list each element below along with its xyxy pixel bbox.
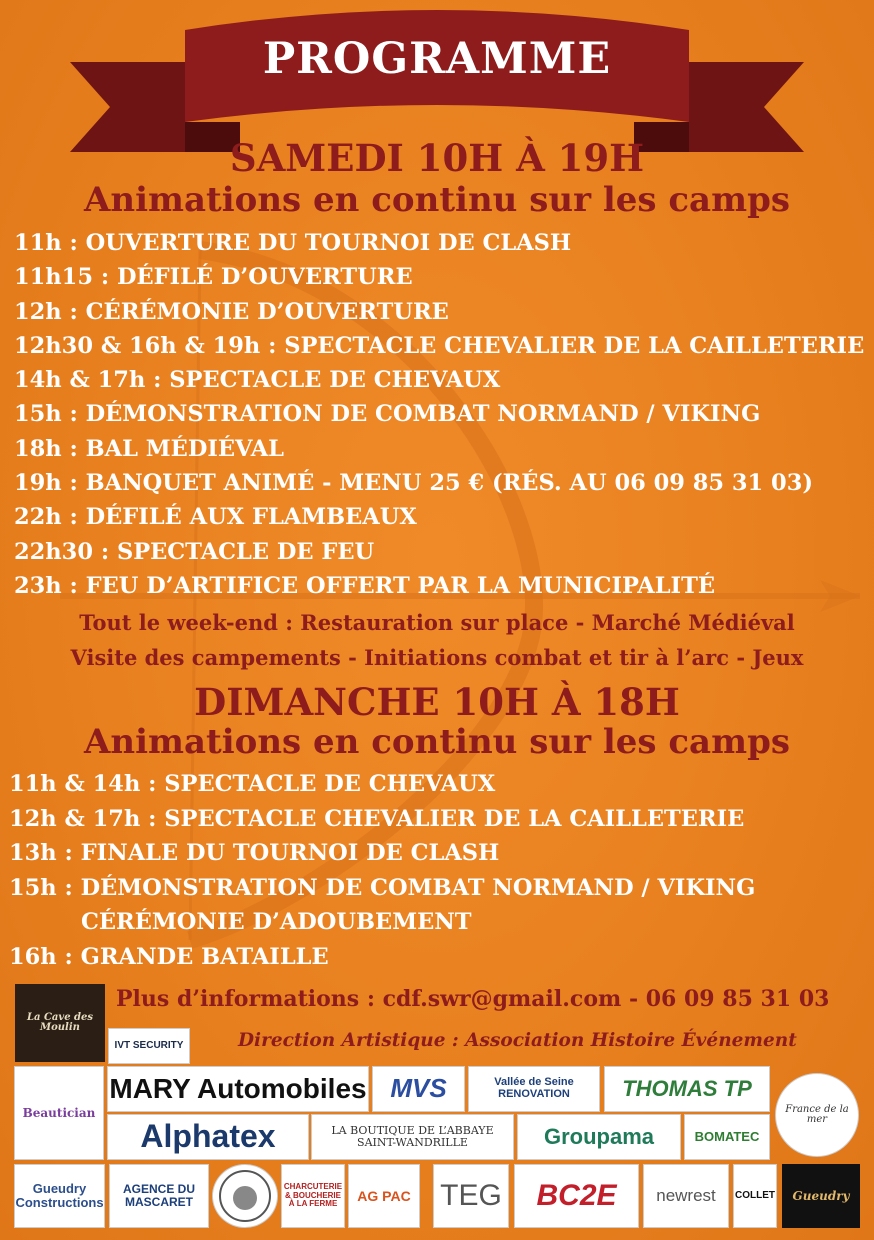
logo-beautician: Beautician [14,1066,104,1160]
weekend-line: Tout le week-end : Restauration sur place - Marché Médiéval [79,610,795,635]
logo-teg: TEG [433,1164,509,1228]
logo-ivt-security: IVT SECURITY [108,1028,190,1064]
logo-thomas-tp: THOMAS TP [604,1066,770,1112]
logo-vallee-de-seine-renovation: Vallée de Seine RENOVATION [468,1066,600,1112]
schedule-item: 13h : FINALE DU TOURNOI DE CLASH [9,840,500,867]
logo-bomatec: BOMATEC [684,1114,770,1160]
schedule-item: 15h : DÉMONSTRATION DE COMBAT NORMAND / VIKING [14,401,761,428]
logo-groupama: Groupama [517,1114,681,1160]
schedule-item: 12h : CÉRÉMONIE D’OUVERTURE [14,298,449,325]
logo-gueudry-constructions: Gueudry Constructions [14,1164,105,1228]
logo-mvs: MVS [372,1066,465,1112]
logo-newrest: newrest [643,1164,729,1228]
logo-gueudry-traiteur: Gueudry [782,1164,860,1228]
logo-agence-du-mascaret: AGENCE DU MASCARET [109,1164,209,1228]
schedule-item: 11h15 : DÉFILÉ D’OUVERTURE [14,264,413,291]
schedule-item: 22h30 : SPECTACLE DE FEU [14,538,375,565]
artistic-direction: Direction Artistique : Association Histoire Événement [238,1030,797,1051]
logo-charcuterie-boucherie: CHARCUTERIE & BOUCHERIE À LA FERME [281,1164,345,1228]
logo-collet: COLLET [733,1164,777,1228]
sunday-subtitle: Animations en continu sur les camps [84,722,790,762]
logo-ag-pac: AG PAC [348,1164,420,1228]
schedule-item: 23h : FEU D’ARTIFICE OFFERT PAR LA MUNICIPALITÉ [14,572,715,599]
schedule-item: CÉRÉMONIE D’ADOUBEMENT [81,909,472,936]
weekend-line: Visite des campements - Initiations combat et tir à l’arc - Jeux [70,645,804,670]
weekend-notes [0,605,874,675]
schedule-item: 12h & 17h : SPECTACLE CHEVALIER DE LA CAILLETERIE [9,805,745,832]
logo-round-farm [212,1164,278,1228]
saturday-schedule [14,226,864,603]
sunday-schedule [9,767,755,975]
saturday-title: SAMEDI 10H À 19H [229,136,645,180]
logo-france-de-la-mer: France de la mer [775,1073,859,1157]
logo-alphatex: Alphatex [107,1114,309,1160]
schedule-item: 19h : BANQUET ANIMÉ - MENU 25 € (RÉS. AU 06 09 85 31 03) [14,470,814,497]
schedule-item: 14h & 17h : SPECTACLE DE CHEVAUX [14,367,501,394]
page-title: PROGRAMME [262,34,612,84]
schedule-item: 22h : DÉFILÉ AUX FLAMBEAUX [14,504,417,531]
logo-cave-des-moulin: La Cave des Moulin [15,984,105,1062]
logo-mary-automobiles: MARY Automobiles [107,1066,369,1112]
schedule-item: 11h : OUVERTURE DU TOURNOI DE CLASH [14,230,572,256]
logo-boutique-abbaye: LA BOUTIQUE DE L’ABBAYE SAINT-WANDRILLE [311,1114,514,1160]
sunday-title: DIMANCHE 10H À 18H [194,680,680,724]
saturday-subtitle: Animations en continu sur les camps [84,180,790,220]
schedule-item: 12h30 & 16h & 19h : SPECTACLE CHEVALIER DE LA CAILLETERIE [14,332,865,359]
schedule-item: 16h : GRANDE BATAILLE [9,943,329,970]
logo-bc2e: BC2E [514,1164,639,1228]
schedule-item: 15h : DÉMONSTRATION DE COMBAT NORMAND / VIKING [9,874,756,901]
schedule-item: 18h : BAL MÉDIÉVAL [14,435,284,462]
contact-info: Plus d’informations : cdf.swr@gmail.com - 06 09 85 31 03 [116,986,830,1012]
schedule-item: 11h & 14h : SPECTACLE DE CHEVAUX [9,771,496,797]
